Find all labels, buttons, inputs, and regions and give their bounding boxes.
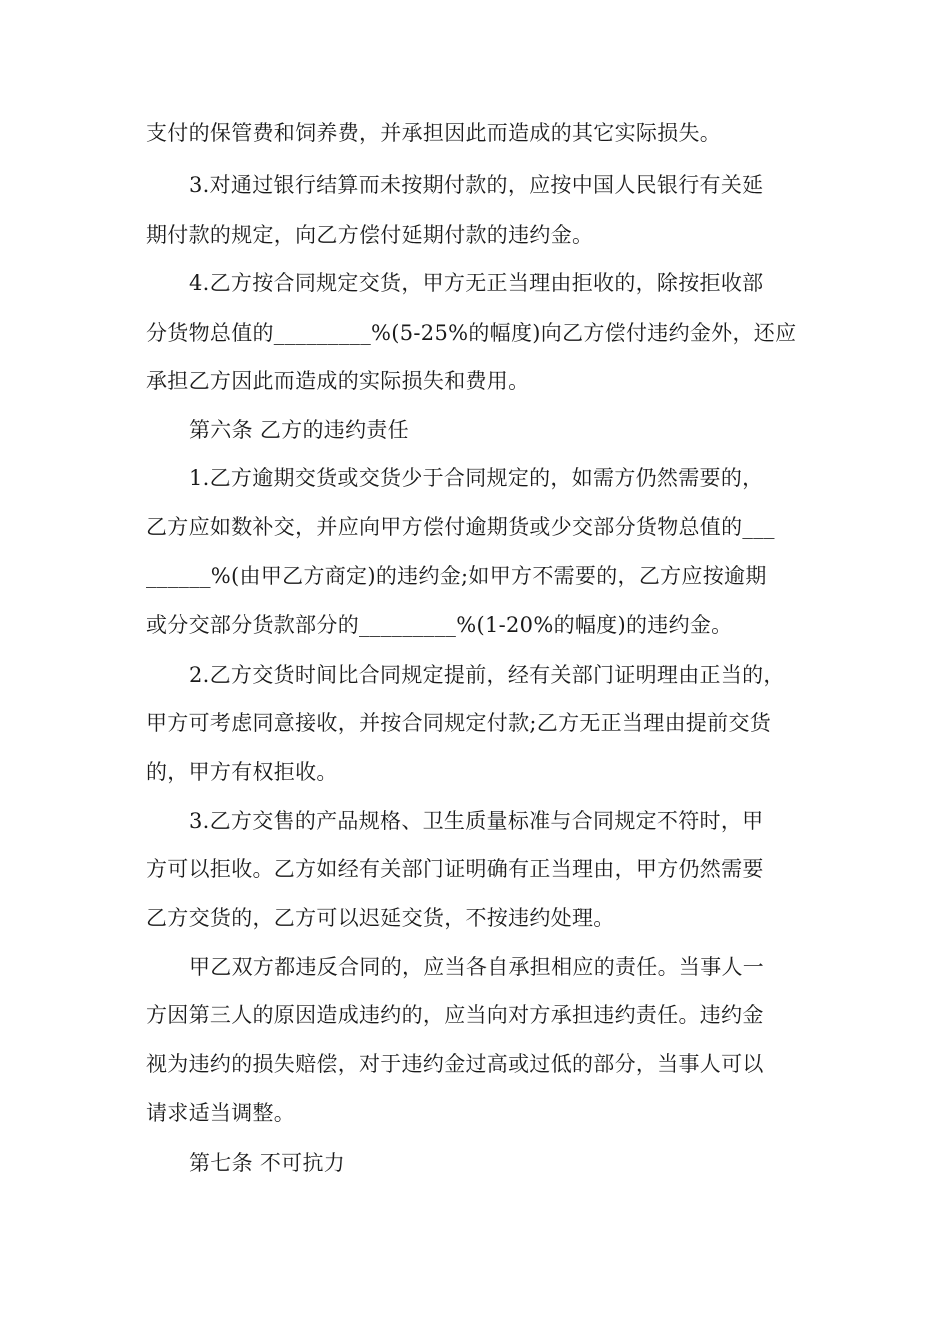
text-line: 3.乙方交售的产品规格、卫生质量标准与合同规定不符时，甲 <box>189 809 764 833</box>
text-line: 方因第三人的原因造成违约的，应当向对方承担违约责任。违约金 <box>146 1003 764 1027</box>
text-line: 或分交部分货款部分的_________%(1-20%的幅度)的违约金。 <box>146 613 733 637</box>
text-line: 分货物总值的_________%(5-25%的幅度)向乙方偿付违约金外，还应 <box>146 321 797 345</box>
text-line: 支付的保管费和饲养费，并承担因此而造成的其它实际损失。 <box>146 121 722 145</box>
text-line: 乙方交货的，乙方可以迟延交货，不按违约处理。 <box>146 906 615 930</box>
text-line: 乙方应如数补交，并应向甲方偿付逾期货或少交部分货物总值的___ <box>146 515 775 539</box>
text-line: 甲方可考虑同意接收，并按合同规定付款;乙方无正当理由提前交货 <box>146 711 772 735</box>
text-line: 2.乙方交货时间比合同规定提前，经有关部门证明理由正当的， <box>189 663 785 687</box>
text-line: 方可以拒收。乙方如经有关部门证明确有正当理由，甲方仍然需要 <box>146 857 764 881</box>
text-line: ______%(由甲乙方商定)的违约金;如甲方不需要的，乙方应按逾期 <box>146 564 767 588</box>
text-line: 4.乙方按合同规定交货，甲方无正当理由拒收的，除按拒收部 <box>189 271 764 295</box>
text-line: 甲乙双方都违反合同的，应当各自承担相应的责任。当事人一 <box>189 955 765 979</box>
text-line: 的，甲方有权拒收。 <box>146 760 338 784</box>
text-line: 期付款的规定，向乙方偿付延期付款的违约金。 <box>146 223 594 247</box>
section-heading: 第六条 乙方的违约责任 <box>189 418 409 442</box>
text-line: 承担乙方因此而造成的实际损失和费用。 <box>146 369 530 393</box>
text-line: 视为违约的损失赔偿，对于违约金过高或过低的部分，当事人可以 <box>146 1052 764 1076</box>
text-line: 1.乙方逾期交货或交货少于合同规定的，如需方仍然需要的， <box>189 466 764 490</box>
text-line: 请求适当调整。 <box>146 1101 296 1125</box>
section-heading: 第七条 不可抗力 <box>189 1151 346 1175</box>
text-line: 3.对通过银行结算而未按期付款的，应按中国人民银行有关延 <box>189 173 764 197</box>
